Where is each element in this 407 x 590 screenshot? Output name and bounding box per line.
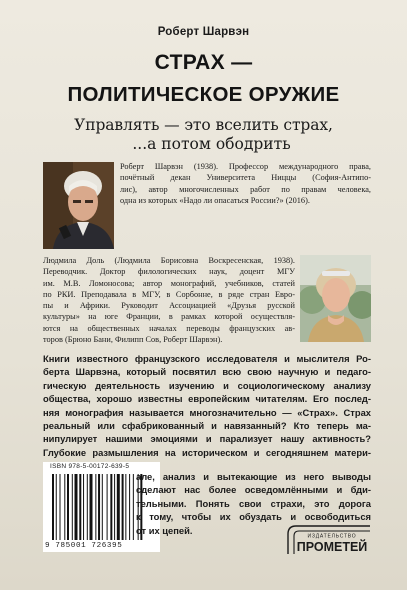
bio-line: Роберт Шарвэн (1938). Профессор международного права, [120,162,371,171]
bio-line: лис), автор многочисленных работ по правам человека, [120,184,371,194]
publisher-logo [284,522,374,556]
description-line: от их цепей. [136,524,193,536]
description-line: общества, хорошо известны европейским читателям. Его послед- [43,393,371,405]
description-line: берта Шарвэна, который посвятил всю свою научную и педаго- [43,366,371,378]
description-line: няя монография называется многозначительно — «Страх». Страх [43,406,371,418]
book-title-line-1: СТРАХ — [154,51,253,74]
description-line: Глубокие размышления на историческом и сегодняшнем матери- [43,446,371,458]
isbn-label: ISBN 978-5-00172-639-5 [50,463,130,470]
bio-line: Людмила Доль (Людмила Борисовна Воскресенская, 1938). [43,256,295,265]
description-line: тельными. Понять свои страхи, это дорога [136,497,371,509]
description-line: але, анализ и вытекающие из него выводы [136,471,371,482]
bio-line: ются на общественных началах переводы французских ав- [43,323,295,333]
bio-line: Переводчик. Доктор филологических наук, доцент МГУ [43,267,295,277]
publisher-name: ПРОМЕТЕЙ [296,540,368,554]
subtitle-line-2: ...а потом ободрить [132,135,291,153]
author-bio [120,161,371,206]
description-line: сделают нас более осведомлёнными и бди- [136,484,371,496]
description-line: гическую деятельность изучению и социологическому анализу [43,379,371,391]
description-line: нипулирует нашими эмоциями и парализует нашу активность? [43,433,371,445]
book-title-line-2: ПОЛИТИЧЕСКОЕ ОРУЖИЕ [67,83,340,106]
translator-photo [300,255,371,342]
translator-bio [43,255,295,345]
author-name: Роберт Шарвэн [157,26,250,38]
description-top [43,352,371,459]
bio-line: пы и Африки. Руководит Ассоциацией «Друзья русской [43,301,295,311]
barcode-number: 9 785001 726395 [45,542,123,550]
bio-line: торов (Брюно Бани, Филипп Сов, Роберт Шарвэн). [43,335,223,345]
description-line: Книги известного французского исследователя и мыслителя Ро- [43,353,371,364]
description-line: к тому, чтобы их обуздать и освободиться [136,511,371,523]
bio-line: им. М.В. Ломоносова; автор монографий, учебников, статей [43,278,295,288]
bio-line: культуры» на юге Франции, в рамках которой осуществля- [43,312,295,322]
publisher-small-label: ИЗДАТЕЛЬСТВО [307,533,357,540]
author-photo [43,162,114,249]
bio-line: одна из которых «Надо ли опасаться России?» (2016). [120,195,310,205]
bio-line: по РКИ. Преподавала в МГУ, в Сорбонне, в ряде стран Евро- [43,289,295,299]
bio-line: почётный декан Университета Ниццы (София-Антипо- [120,173,371,183]
subtitle-line-1: Управлять — это вселить страх, [74,116,333,134]
description-line: реальный или сфабрикованный и навязанный? Кто теперь ма- [43,420,371,432]
